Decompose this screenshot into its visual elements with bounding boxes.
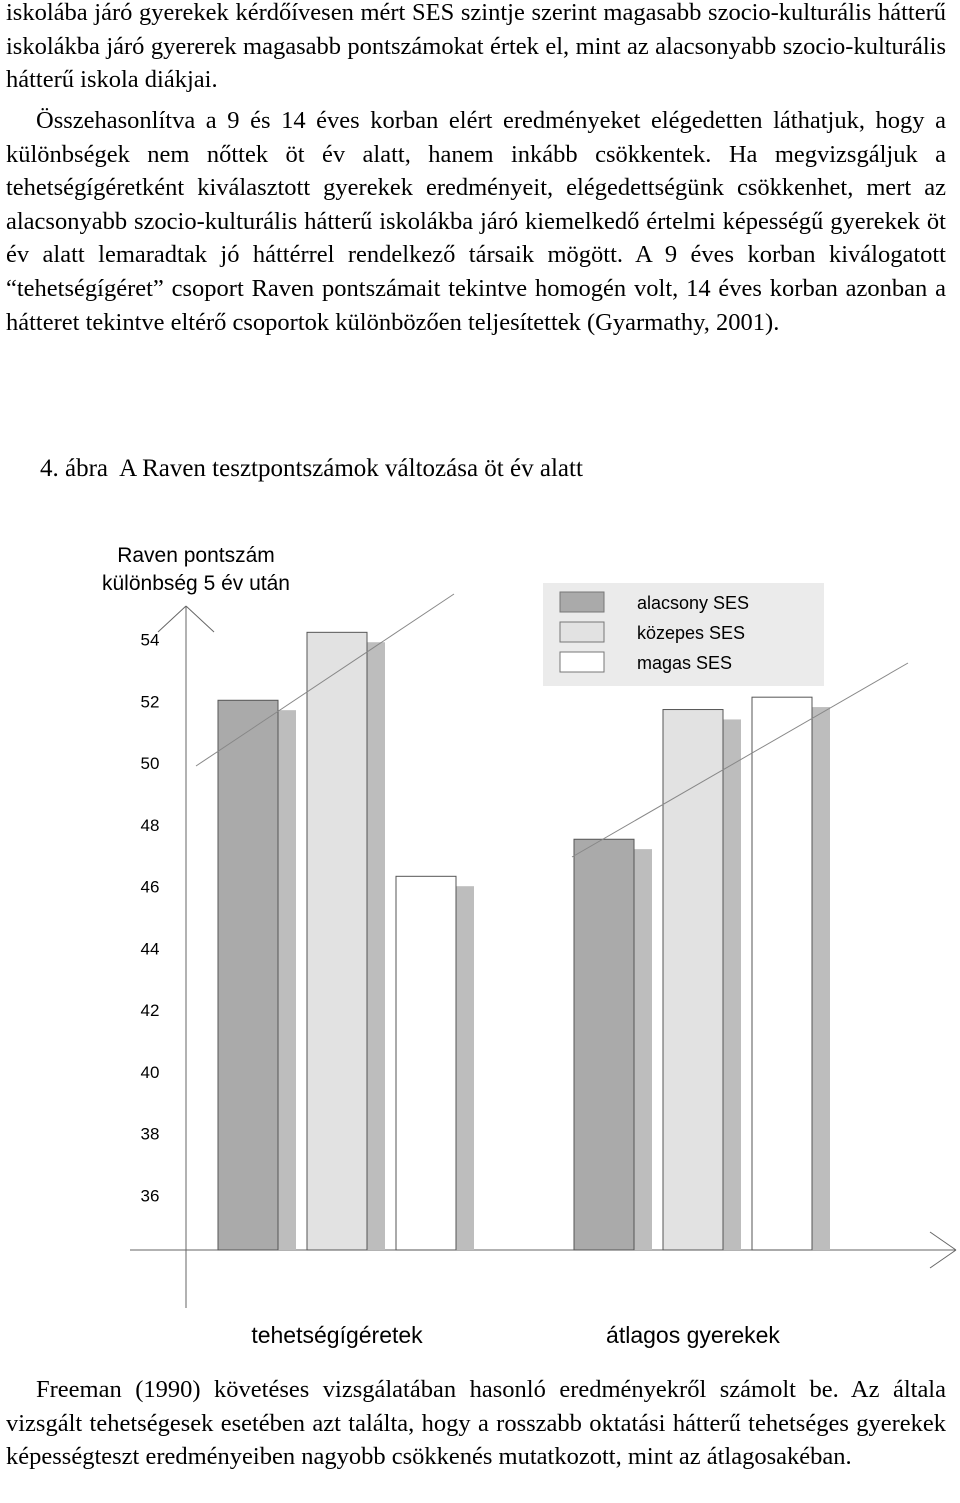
- legend-label: alacsony SES: [637, 593, 750, 613]
- bar: [396, 876, 456, 1250]
- legend-swatch: [560, 652, 604, 672]
- y-tick-label: 40: [140, 1062, 160, 1082]
- y-tick-label: 42: [140, 1001, 160, 1021]
- paragraph-intro: iskolába járó gyerekek kérdőívesen mért SES szintje szerint magasabb szocio-kulturális hátterű iskolákba járó gyererek magasabb pontszámokat értek el, mint az alacsonyabb szocio-kulturális hátterű iskola diákjai.: [6, 0, 946, 94]
- y-axis-label: különbség 5 év után: [102, 572, 290, 595]
- x-axis-arrow: [930, 1232, 956, 1250]
- y-tick-label: 38: [140, 1124, 160, 1144]
- bar-side-shadow: [367, 642, 385, 1250]
- bar-side-shadow: [278, 710, 296, 1250]
- raven-bar-chart: [0, 520, 960, 1360]
- bar: [218, 700, 278, 1250]
- legend-label: közepes SES: [637, 623, 746, 643]
- chart-svg: [0, 520, 960, 1360]
- paragraph-comparison: Összehasonlítva a 9 és 14 éves korban elért eredményeket elégedetten láthatjuk, hogy a különbségek nem nőttek öt év alatt, hanem inkább csökkentek. Ha megvizsgáljuk a tehetségígéretként kiválasztott gyerekek eredményeit, elégedettségünk csökkenhet, mert az alacsonyabb szocio-kulturális hátterű iskolákba járó kiemelkedő értelmi képességű gyerekek öt év alatt lemaradtak jó háttérrel rendelkező társaik mögött. A 9 éves korban kiválogatott “tehetségígéret” csoport Raven pontszámait tekintve homogén volt, 14 éves korban azonban a hátteret tekintve eltérő csoportok különbözően teljesítettek (Gyarmathy, 2001).: [6, 107, 946, 336]
- legend-label: magas SES: [637, 653, 733, 673]
- bar: [752, 697, 812, 1250]
- bar: [307, 632, 367, 1250]
- x-axis-arrow: [930, 1250, 956, 1268]
- legend-swatch: [560, 622, 604, 642]
- y-axis-arrow: [186, 606, 214, 632]
- y-tick-label: 48: [140, 815, 160, 835]
- bar: [574, 839, 634, 1250]
- y-tick-label: 50: [140, 754, 160, 774]
- y-tick-label: 54: [140, 630, 160, 650]
- paragraph-freeman: Freeman (1990) követéses vizsgálatában hasonló eredményekről számolt be. Az általa vizsgált tehetségesek esetében azt találta, hogy a rosszabb oktatási hátterű tehetséges gyerekek képességteszt eredményeiben nagyobb csökkenés mutatkozott, mint az átlagosakéban.: [6, 1376, 946, 1471]
- y-axis-arrow: [158, 606, 186, 632]
- y-tick-label: 52: [140, 692, 160, 712]
- bar-side-shadow: [456, 886, 474, 1250]
- bar-side-shadow: [812, 707, 830, 1250]
- bar: [663, 710, 723, 1250]
- x-category-label: tehetségígéretek: [251, 1322, 423, 1348]
- bar-side-shadow: [723, 719, 741, 1250]
- y-tick-label: 36: [140, 1186, 160, 1206]
- x-category-label: átlagos gyerekek: [606, 1322, 780, 1348]
- y-tick-label: 46: [140, 877, 160, 897]
- legend-swatch: [560, 592, 604, 612]
- bar-side-shadow: [634, 849, 652, 1250]
- y-tick-label: 44: [140, 939, 160, 959]
- figure-caption: 4. ábra A Raven tesztpontszámok változása öt év alatt: [40, 455, 583, 482]
- y-axis-label: Raven pontszám: [117, 544, 275, 567]
